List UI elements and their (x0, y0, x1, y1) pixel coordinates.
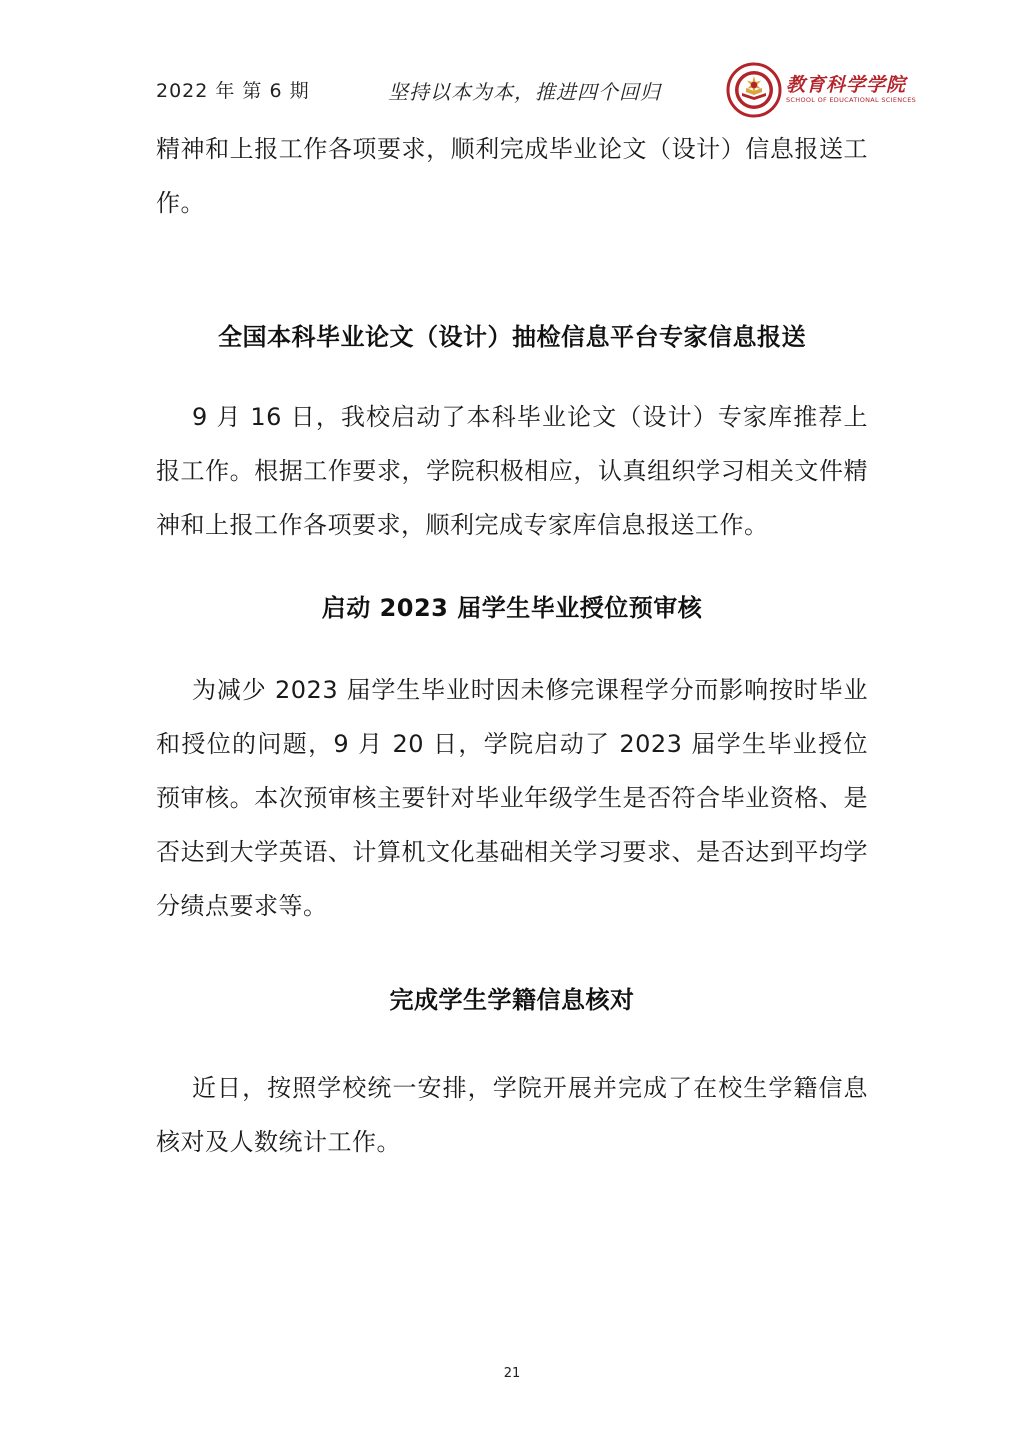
article-body (156, 122, 868, 1169)
expert-info-heading: 全国本科毕业论文（设计）抽检信息平台专家信息报送 (218, 323, 806, 351)
intro-continued-paragraph: 精神和上报工作各项要求，顺利完成毕业论文（设计）信息报送工作。 (156, 135, 868, 217)
degree-review-paragraph: 为减少 2023 届学生毕业时因未修完课程学分而影响按时毕业和授位的问题，9 月 20 日，学院启动了 2023 届学生毕业授位预审核。本次预审核主要针对毕业年级学生是否符合毕业资格、是否达到大学英语、计算机文化基础相关学习要求、是否达到平均学分绩点要求等。 (156, 676, 868, 920)
page-number: 21 (503, 1366, 521, 1381)
school-emblem-icon (726, 62, 782, 118)
header-motto: 坚持以本为本，推进四个回归 (388, 80, 661, 104)
college-logo (726, 62, 917, 118)
student-records-heading: 完成学生学籍信息核对 (389, 986, 635, 1014)
student-records-paragraph: 近日，按照学校统一安排，学院开展并完成了在校生学籍信息核对及人数统计工作。 (156, 1074, 868, 1156)
expert-info-paragraph: 9 月 16 日，我校启动了本科毕业论文（设计）专家库推荐上报工作。根据工作要求，学院积极相应，认真组织学习相关文件精神和上报工作各项要求，顺利完成专家库信息报送工作。 (156, 403, 868, 539)
college-english-name: SCHOOL OF EDUCATIONAL SCIENCES (786, 96, 917, 104)
page-header (0, 60, 1024, 120)
issue-number: 2022 年 第 6 期 (156, 80, 310, 102)
degree-review-heading: 启动 2023 届学生毕业授位预审核 (321, 594, 703, 622)
college-name: 教育科学学院 (786, 74, 907, 96)
